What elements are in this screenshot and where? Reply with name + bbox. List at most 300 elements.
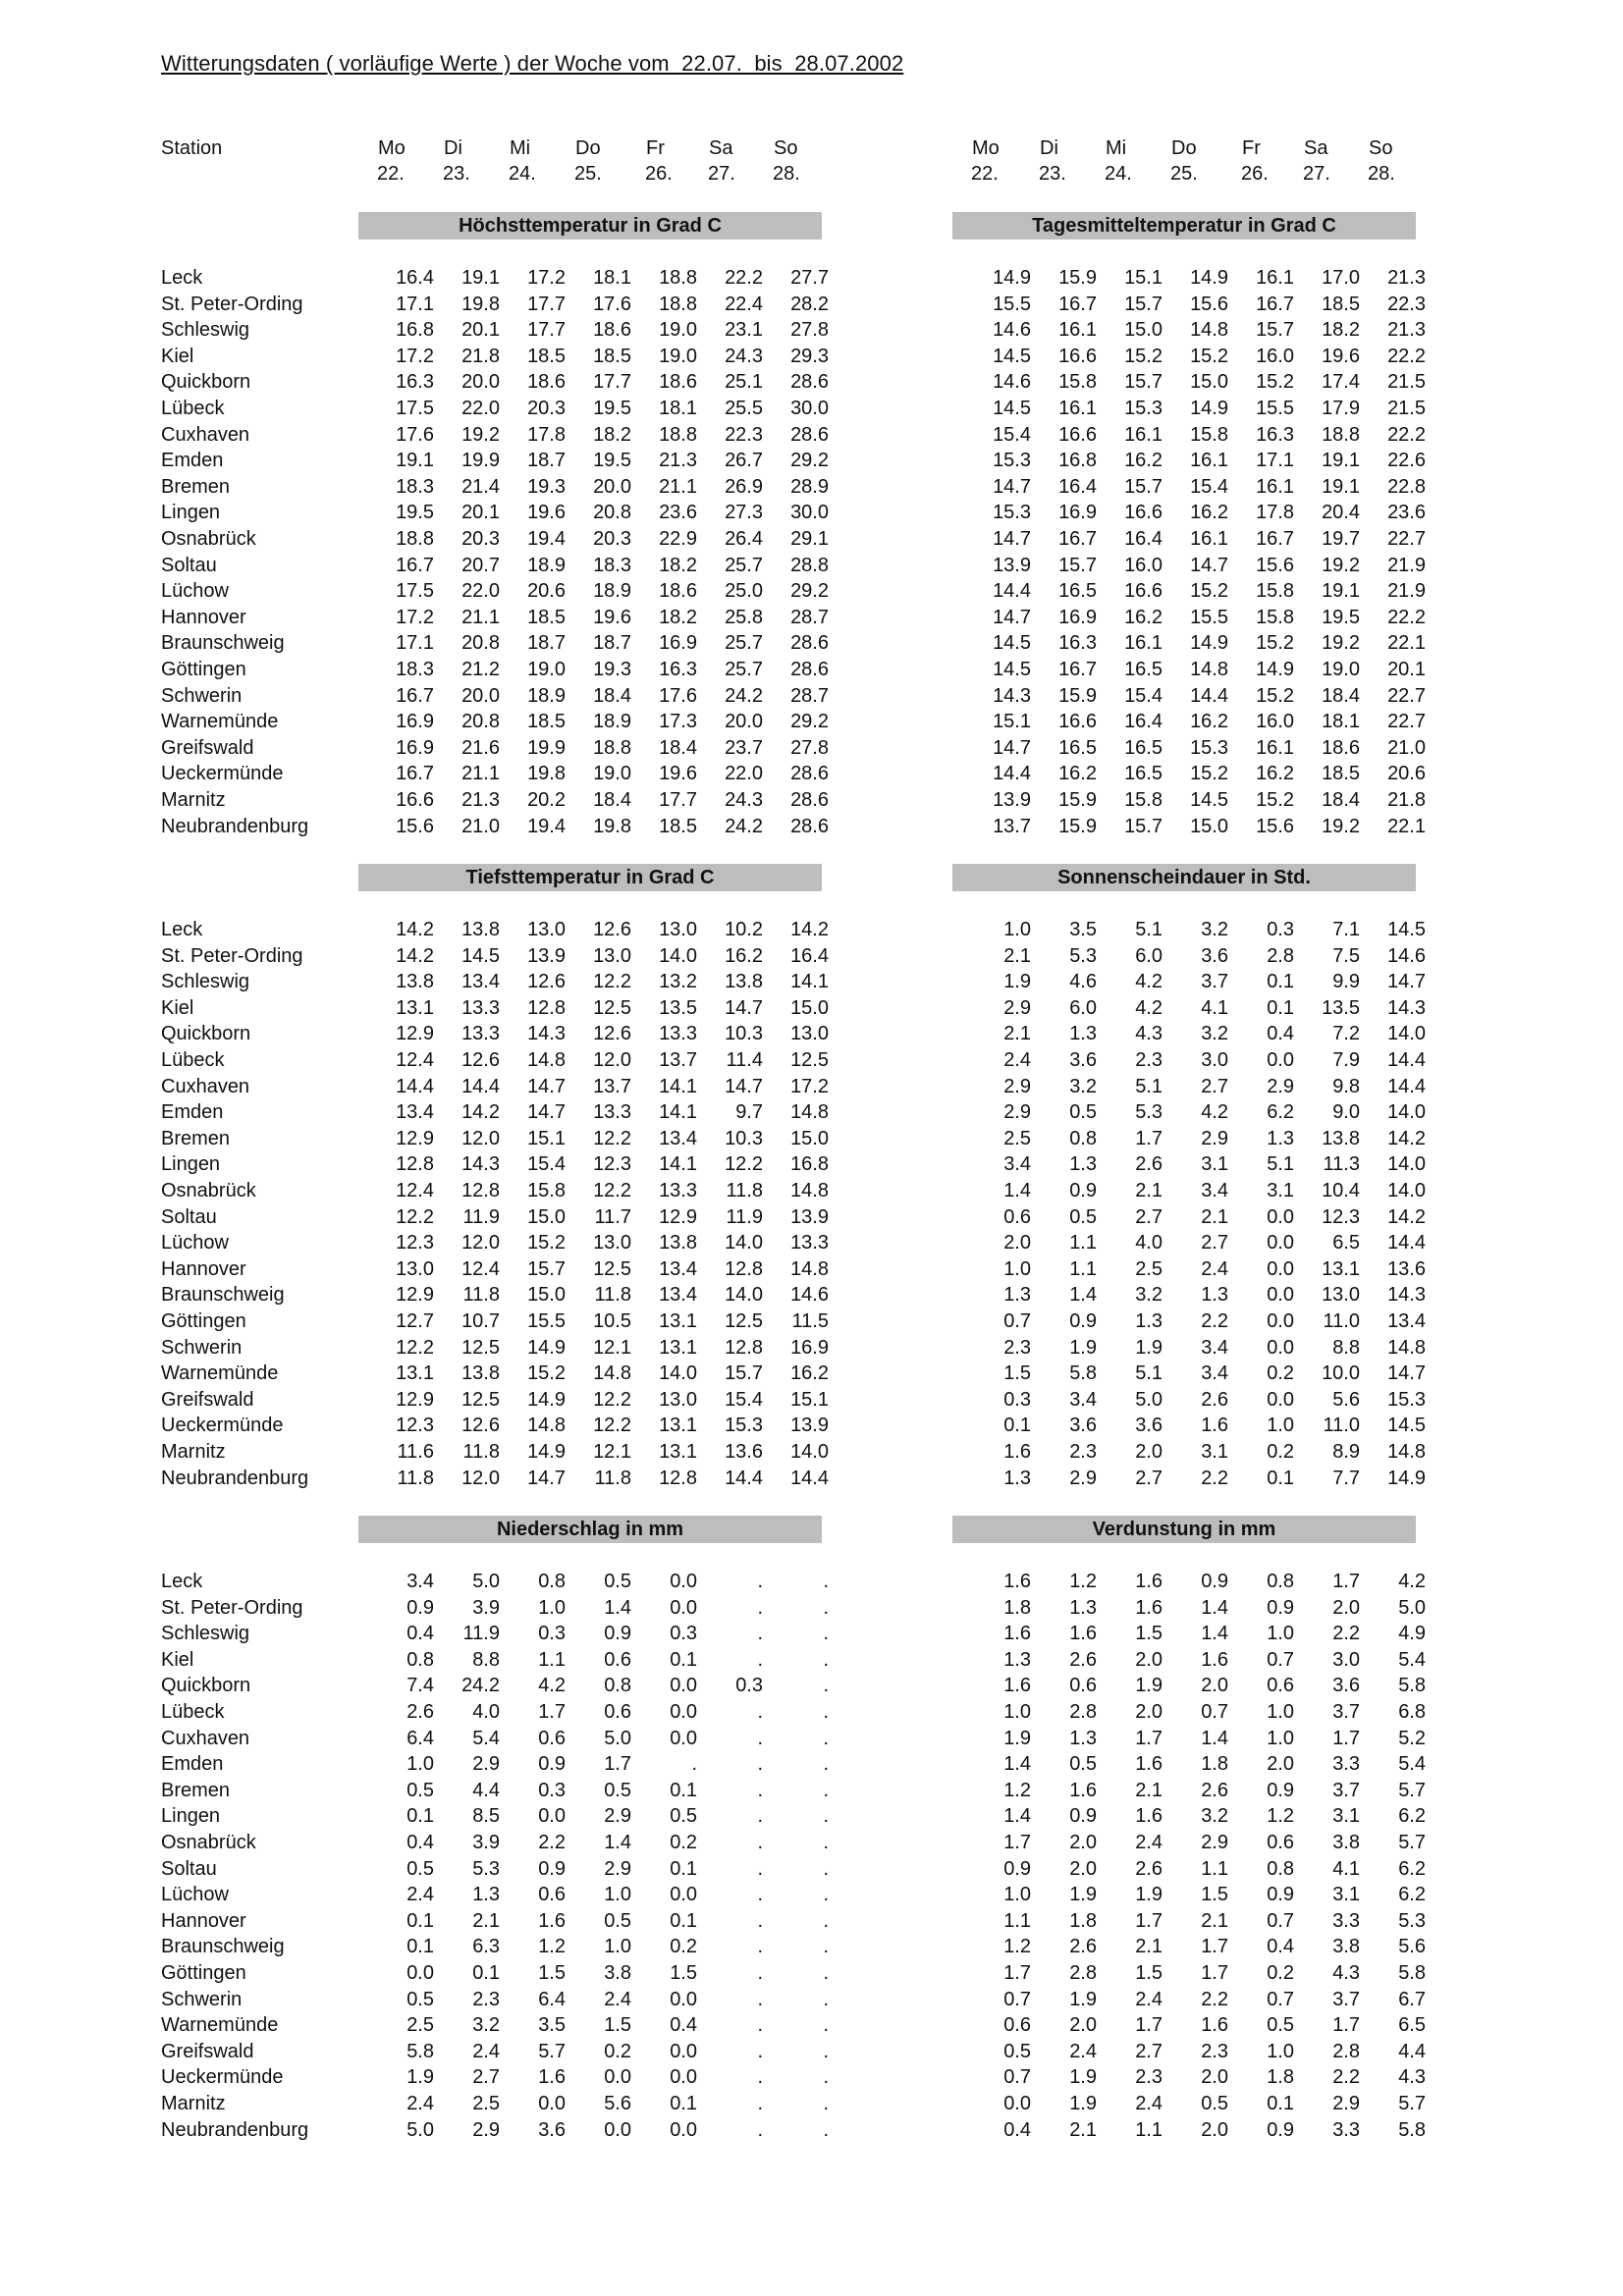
- table-cell: 18.6: [659, 580, 697, 603]
- table-cell: 0.5: [1201, 2093, 1228, 2114]
- table-cell: 28.6: [790, 815, 829, 837]
- table-cell: 5.3: [472, 1857, 500, 1880]
- table-cell: 27.8: [790, 319, 829, 342]
- table-cell: 5.2: [1398, 1727, 1426, 1749]
- table-cell: 11.9: [462, 1623, 500, 1645]
- station-name: Osnabrück: [161, 1832, 256, 1853]
- table-cell: 21.6: [461, 736, 500, 759]
- table-cell: 10.2: [725, 919, 763, 940]
- table-cell: 1.6: [538, 2066, 566, 2089]
- station-name: Warnemünde: [161, 711, 279, 733]
- table-cell: 1.5: [538, 1962, 566, 1984]
- table-cell: 29.1: [790, 528, 829, 550]
- station-name: Cuxhaven: [161, 1075, 250, 1097]
- table-cell: 21.2: [461, 659, 500, 680]
- table-cell: 0.9: [1069, 1180, 1097, 1201]
- table-cell: 12.4: [396, 1049, 434, 1071]
- table-cell: 18.5: [527, 345, 566, 367]
- table-cell: 13.8: [461, 1362, 500, 1385]
- table-cell: 1.7: [1003, 1832, 1031, 1853]
- date-header-right: 28.: [1368, 163, 1395, 185]
- table-cell: 2.2: [1201, 1467, 1228, 1489]
- table-cell: 1.5: [1201, 1884, 1228, 1906]
- table-cell: 11.8: [594, 1467, 631, 1489]
- table-cell: 8.9: [1332, 1441, 1360, 1463]
- table-cell: 1.0: [1267, 1623, 1294, 1645]
- table-cell: 4.2: [1135, 971, 1163, 993]
- table-cell: 6.0: [1069, 996, 1097, 1019]
- table-cell: 22.7: [1387, 711, 1426, 733]
- table-cell: 12.0: [461, 1232, 500, 1255]
- table-cell: 15.5: [527, 1310, 566, 1332]
- table-cell: 12.2: [593, 1127, 631, 1149]
- table-cell: 12.8: [659, 1467, 697, 1489]
- table-cell: 20.0: [461, 371, 500, 394]
- table-cell: .: [757, 1596, 763, 1619]
- day-header-right: Di: [1040, 137, 1058, 159]
- table-cell: 14.0: [1387, 1023, 1426, 1045]
- table-cell: 0.1: [406, 1936, 434, 1958]
- table-cell: 16.5: [1124, 736, 1163, 759]
- table-cell: 7.5: [1332, 944, 1360, 967]
- table-cell: 16.7: [1058, 528, 1097, 550]
- table-cell: .: [823, 1884, 829, 1906]
- table-cell: 16.1: [1256, 267, 1294, 289]
- table-cell: 17.0: [1322, 267, 1360, 289]
- table-cell: 17.9: [1322, 398, 1360, 419]
- table-cell: 15.1: [993, 711, 1031, 733]
- table-cell: 2.9: [1267, 1075, 1294, 1097]
- table-cell: 0.0: [1267, 1336, 1294, 1359]
- table-cell: 21.5: [1387, 398, 1426, 419]
- table-cell: 16.1: [1190, 450, 1228, 472]
- table-cell: 14.2: [396, 919, 434, 940]
- table-cell: 6.2: [1398, 1805, 1426, 1828]
- station-name: Kiel: [161, 345, 194, 367]
- table-cell: 1.9: [1003, 971, 1031, 993]
- table-cell: .: [757, 1753, 763, 1776]
- table-cell: 15.9: [1058, 267, 1097, 289]
- table-cell: 1.0: [604, 1936, 631, 1958]
- station-name: Schleswig: [161, 319, 250, 342]
- table-cell: 15.2: [1256, 371, 1294, 394]
- table-cell: 7.2: [1332, 1023, 1360, 1045]
- date-header-right: 23.: [1039, 163, 1066, 185]
- table-cell: 0.8: [1267, 1571, 1294, 1592]
- table-cell: 19.4: [527, 528, 566, 550]
- table-cell: 11.3: [1323, 1153, 1360, 1176]
- day-header-left: So: [774, 137, 798, 159]
- table-cell: 24.2: [725, 684, 763, 707]
- table-cell: 15.2: [1190, 580, 1228, 603]
- table-cell: 14.5: [993, 345, 1031, 367]
- table-cell: 10.5: [593, 1310, 631, 1332]
- table-cell: 3.6: [1069, 1415, 1097, 1437]
- table-cell: 16.8: [1058, 450, 1097, 472]
- table-cell: 21.9: [1387, 580, 1426, 603]
- table-cell: 13.1: [659, 1336, 697, 1359]
- table-cell: 0.6: [604, 1701, 631, 1723]
- table-cell: 19.0: [1322, 659, 1360, 680]
- table-cell: 21.0: [461, 815, 500, 837]
- table-cell: 2.1: [1135, 1779, 1163, 1801]
- table-cell: 18.5: [1322, 293, 1360, 315]
- table-cell: 15.8: [1256, 606, 1294, 628]
- table-cell: 28.6: [790, 763, 829, 785]
- table-cell: 0.0: [670, 1727, 697, 1749]
- table-cell: 19.5: [593, 398, 631, 419]
- table-cell: .: [757, 1779, 763, 1801]
- table-cell: 2.6: [406, 1701, 434, 1723]
- table-cell: 0.5: [406, 1857, 434, 1880]
- table-cell: 14.9: [1190, 632, 1228, 655]
- table-cell: 3.3: [1332, 1753, 1360, 1776]
- table-cell: 21.3: [1387, 319, 1426, 342]
- table-cell: .: [757, 2014, 763, 2037]
- table-cell: 25.7: [725, 632, 763, 655]
- table-cell: 19.1: [461, 267, 500, 289]
- table-cell: 15.1: [790, 1388, 829, 1411]
- table-cell: 29.2: [790, 580, 829, 603]
- table-cell: 16.2: [1190, 502, 1228, 524]
- table-cell: .: [823, 1675, 829, 1697]
- table-cell: 0.2: [1267, 1962, 1294, 1984]
- table-cell: 3.7: [1332, 1701, 1360, 1723]
- table-cell: 19.2: [1322, 554, 1360, 576]
- table-cell: 12.9: [396, 1127, 434, 1149]
- table-cell: 3.2: [1201, 1805, 1228, 1828]
- table-cell: 18.6: [1322, 736, 1360, 759]
- table-cell: 28.9: [790, 475, 829, 498]
- table-cell: 22.1: [1387, 815, 1426, 837]
- table-cell: 2.7: [1201, 1232, 1228, 1255]
- table-cell: 11.6: [397, 1441, 434, 1463]
- table-cell: 2.0: [1003, 1232, 1031, 1255]
- table-cell: 16.8: [790, 1153, 829, 1176]
- table-cell: 18.9: [527, 554, 566, 576]
- table-cell: 19.0: [659, 319, 697, 342]
- day-header-left: Sa: [709, 137, 733, 159]
- table-cell: 3.4: [1201, 1180, 1228, 1201]
- table-cell: 2.5: [1135, 1257, 1163, 1280]
- table-cell: 19.0: [593, 763, 631, 785]
- station-name: Greifswald: [161, 2040, 254, 2062]
- table-cell: 12.2: [396, 1205, 434, 1228]
- table-cell: 1.4: [604, 1596, 631, 1619]
- table-cell: 21.3: [461, 789, 500, 811]
- table-cell: 28.6: [790, 659, 829, 680]
- station-name: Braunschweig: [161, 632, 285, 655]
- table-cell: 17.7: [527, 293, 566, 315]
- table-cell: 10.0: [1322, 1362, 1360, 1385]
- table-cell: 0.5: [604, 1571, 631, 1592]
- table-cell: 1.9: [1069, 1988, 1097, 2010]
- table-cell: .: [757, 2066, 763, 2089]
- date-header-right: 27.: [1303, 163, 1330, 185]
- table-cell: 19.8: [461, 293, 500, 315]
- table-cell: 16.9: [1058, 606, 1097, 628]
- table-cell: 0.8: [1069, 1127, 1097, 1149]
- table-cell: 22.2: [1387, 606, 1426, 628]
- table-cell: 0.1: [670, 1648, 697, 1671]
- table-cell: 16.9: [396, 736, 434, 759]
- table-cell: 1.8: [1201, 1753, 1228, 1776]
- table-cell: 13.9: [790, 1205, 829, 1228]
- table-cell: 0.0: [1267, 1232, 1294, 1255]
- table-cell: .: [757, 1832, 763, 1853]
- table-cell: 14.7: [993, 475, 1031, 498]
- table-cell: 0.1: [1267, 2093, 1294, 2114]
- table-cell: 14.4: [1190, 684, 1228, 707]
- table-cell: 2.0: [1135, 1701, 1163, 1723]
- station-name: Greifswald: [161, 1388, 254, 1411]
- date-header-left: 28.: [773, 163, 800, 185]
- table-cell: 2.0: [1267, 1753, 1294, 1776]
- table-cell: 3.1: [1201, 1153, 1228, 1176]
- table-cell: 3.5: [1069, 919, 1097, 940]
- table-cell: 16.7: [1256, 293, 1294, 315]
- table-cell: 0.5: [1069, 1101, 1097, 1124]
- table-cell: 0.6: [538, 1727, 566, 1749]
- table-cell: 14.9: [1256, 659, 1294, 680]
- table-cell: 0.2: [670, 1936, 697, 1958]
- station-name: Lingen: [161, 502, 221, 524]
- table-cell: 16.0: [1124, 554, 1163, 576]
- table-cell: 1.8: [1267, 2066, 1294, 2089]
- table-cell: 4.0: [1135, 1232, 1163, 1255]
- table-cell: 19.3: [527, 475, 566, 498]
- table-cell: 0.9: [538, 1857, 566, 1880]
- table-cell: 15.6: [1190, 293, 1228, 315]
- table-cell: 2.0: [1069, 2014, 1097, 2037]
- station-name: Schwerin: [161, 1988, 243, 2010]
- table-cell: 4.2: [538, 1675, 566, 1697]
- table-cell: 15.5: [1190, 606, 1228, 628]
- table-cell: 14.9: [1387, 1467, 1426, 1489]
- table-cell: .: [691, 1753, 697, 1776]
- table-cell: 1.9: [406, 2066, 434, 2089]
- table-cell: 16.1: [1256, 736, 1294, 759]
- table-cell: .: [757, 1857, 763, 1880]
- table-cell: 0.6: [538, 1884, 566, 1906]
- table-cell: 1.6: [538, 1909, 566, 1932]
- table-cell: 4.2: [1398, 1571, 1426, 1592]
- table-cell: .: [757, 2093, 763, 2114]
- table-cell: .: [823, 1753, 829, 1776]
- station-column-header: Station: [161, 137, 223, 159]
- table-cell: 2.1: [1201, 1909, 1228, 1932]
- table-cell: 18.4: [593, 684, 631, 707]
- table-cell: 14.8: [527, 1049, 566, 1071]
- table-cell: 15.4: [725, 1388, 763, 1411]
- table-cell: 2.6: [1069, 1648, 1097, 1671]
- table-cell: 16.4: [1058, 475, 1097, 498]
- table-cell: 15.7: [1124, 371, 1163, 394]
- table-cell: .: [823, 1571, 829, 1592]
- table-cell: 13.1: [396, 1362, 434, 1385]
- table-cell: 0.5: [604, 1909, 631, 1932]
- table-cell: 1.6: [1003, 1571, 1031, 1592]
- table-cell: 17.5: [396, 398, 434, 419]
- date-header-left: 23.: [443, 163, 470, 185]
- table-cell: 16.2: [1058, 763, 1097, 785]
- table-cell: 13.1: [659, 1415, 697, 1437]
- table-cell: 0.5: [604, 1779, 631, 1801]
- table-cell: 14.7: [527, 1075, 566, 1097]
- table-cell: 2.2: [1201, 1310, 1228, 1332]
- table-cell: 11.8: [594, 1284, 631, 1307]
- table-cell: 14.4: [993, 763, 1031, 785]
- table-cell: 14.9: [527, 1336, 566, 1359]
- table-cell: 25.7: [725, 659, 763, 680]
- table-cell: 15.1: [1124, 267, 1163, 289]
- table-cell: 2.9: [1069, 1467, 1097, 1489]
- station-name: Neubrandenburg: [161, 815, 309, 837]
- table-cell: 1.7: [1135, 2014, 1163, 2037]
- table-cell: 0.5: [406, 1779, 434, 1801]
- table-cell: 20.6: [1387, 763, 1426, 785]
- table-cell: 5.7: [1398, 1779, 1426, 1801]
- table-cell: 14.8: [790, 1101, 829, 1124]
- table-cell: 2.7: [1135, 1205, 1163, 1228]
- table-cell: 29.2: [790, 450, 829, 472]
- table-cell: 6.0: [1135, 944, 1163, 967]
- table-cell: 14.9: [1190, 398, 1228, 419]
- table-cell: 14.6: [790, 1284, 829, 1307]
- table-cell: 16.1: [1190, 528, 1228, 550]
- table-cell: 12.3: [1322, 1205, 1360, 1228]
- table-cell: 3.8: [1332, 1936, 1360, 1958]
- table-cell: 1.3: [1201, 1284, 1228, 1307]
- table-cell: 3.6: [1201, 944, 1228, 967]
- table-cell: 14.7: [725, 996, 763, 1019]
- section-title-left: Niederschlag in mm: [358, 1516, 822, 1543]
- table-cell: 16.4: [1124, 528, 1163, 550]
- table-cell: 9.7: [735, 1101, 763, 1124]
- table-cell: 5.8: [1398, 1962, 1426, 1984]
- table-cell: 13.9: [993, 554, 1031, 576]
- table-cell: 14.5: [993, 632, 1031, 655]
- table-cell: 5.0: [472, 1571, 500, 1592]
- table-cell: 1.6: [1069, 1779, 1097, 1801]
- date-header-left: 22.: [377, 163, 405, 185]
- table-cell: 26.9: [725, 475, 763, 498]
- table-cell: 3.1: [1201, 1441, 1228, 1463]
- table-cell: 15.2: [1256, 632, 1294, 655]
- table-cell: 3.9: [472, 1832, 500, 1853]
- table-cell: 16.2: [725, 944, 763, 967]
- table-cell: 14.8: [1190, 659, 1228, 680]
- table-cell: 16.5: [1124, 659, 1163, 680]
- station-name: Quickborn: [161, 1675, 251, 1697]
- table-cell: 2.7: [1135, 2040, 1163, 2062]
- table-cell: 1.6: [1201, 1648, 1228, 1671]
- table-cell: 6.7: [1398, 1988, 1426, 2010]
- station-name: Soltau: [161, 1205, 217, 1228]
- table-cell: 15.7: [1124, 815, 1163, 837]
- table-cell: 0.9: [604, 1623, 631, 1645]
- table-cell: 22.2: [1387, 345, 1426, 367]
- table-cell: 8.5: [472, 1805, 500, 1828]
- table-cell: 2.8: [1332, 2040, 1360, 2062]
- table-cell: 15.0: [790, 996, 829, 1019]
- table-cell: 6.5: [1332, 1232, 1360, 1255]
- table-cell: 2.9: [1003, 996, 1031, 1019]
- table-cell: 15.5: [993, 293, 1031, 315]
- table-cell: 20.8: [461, 632, 500, 655]
- table-cell: 19.5: [396, 502, 434, 524]
- section-title-left: Höchsttemperatur in Grad C: [358, 212, 822, 240]
- station-name: Leck: [161, 1571, 203, 1592]
- table-cell: 6.2: [1398, 1884, 1426, 1906]
- table-cell: 17.2: [527, 267, 566, 289]
- table-cell: .: [823, 1727, 829, 1749]
- table-cell: 1.7: [1201, 1962, 1228, 1984]
- table-cell: 3.8: [1332, 1832, 1360, 1853]
- table-cell: 2.4: [1003, 1049, 1031, 1071]
- table-cell: 0.7: [1003, 2066, 1031, 2089]
- station-name: Hannover: [161, 606, 246, 628]
- table-cell: 0.0: [670, 2118, 697, 2141]
- table-cell: 4.2: [1135, 996, 1163, 1019]
- table-cell: 14.4: [1387, 1232, 1426, 1255]
- table-cell: 5.3: [1069, 944, 1097, 967]
- table-cell: 18.5: [593, 345, 631, 367]
- table-cell: 2.6: [1069, 1936, 1097, 1958]
- day-header-left: Mo: [378, 137, 406, 159]
- station-name: Osnabrück: [161, 1180, 256, 1201]
- table-cell: 2.9: [604, 1857, 631, 1880]
- table-cell: 13.4: [659, 1284, 697, 1307]
- table-cell: 17.4: [1322, 371, 1360, 394]
- table-cell: 19.6: [1322, 345, 1360, 367]
- table-cell: 16.6: [1124, 502, 1163, 524]
- day-header-left: Fr: [646, 137, 665, 159]
- table-cell: 0.0: [1003, 2093, 1031, 2114]
- table-cell: 18.5: [527, 606, 566, 628]
- table-cell: 22.7: [1387, 684, 1426, 707]
- table-cell: 25.1: [725, 371, 763, 394]
- table-cell: 13.3: [790, 1232, 829, 1255]
- table-cell: .: [757, 1571, 763, 1592]
- station-name: Lingen: [161, 1805, 221, 1828]
- table-cell: 1.7: [604, 1753, 631, 1776]
- table-cell: 14.0: [790, 1441, 829, 1463]
- station-name: Ueckermünde: [161, 2066, 284, 2089]
- table-cell: 28.7: [790, 684, 829, 707]
- table-cell: 15.4: [1190, 475, 1228, 498]
- table-cell: 5.0: [604, 1727, 631, 1749]
- table-cell: 2.5: [406, 2014, 434, 2037]
- table-cell: 5.6: [604, 2093, 631, 2114]
- table-cell: 3.3: [1332, 1909, 1360, 1932]
- table-cell: 16.9: [1058, 502, 1097, 524]
- table-cell: 26.7: [725, 450, 763, 472]
- table-cell: 1.4: [1003, 1753, 1031, 1776]
- table-cell: 1.4: [1201, 1623, 1228, 1645]
- table-cell: 2.0: [1201, 2118, 1228, 2141]
- table-cell: .: [823, 2040, 829, 2062]
- table-cell: 13.8: [396, 971, 434, 993]
- table-cell: 0.8: [1267, 1857, 1294, 1880]
- table-cell: 3.2: [1201, 919, 1228, 940]
- table-cell: 1.2: [1003, 1936, 1031, 1958]
- table-cell: .: [757, 2118, 763, 2141]
- table-cell: 0.1: [670, 1909, 697, 1932]
- table-cell: 25.5: [725, 398, 763, 419]
- table-cell: 3.6: [538, 2118, 566, 2141]
- table-cell: 3.6: [1069, 1049, 1097, 1071]
